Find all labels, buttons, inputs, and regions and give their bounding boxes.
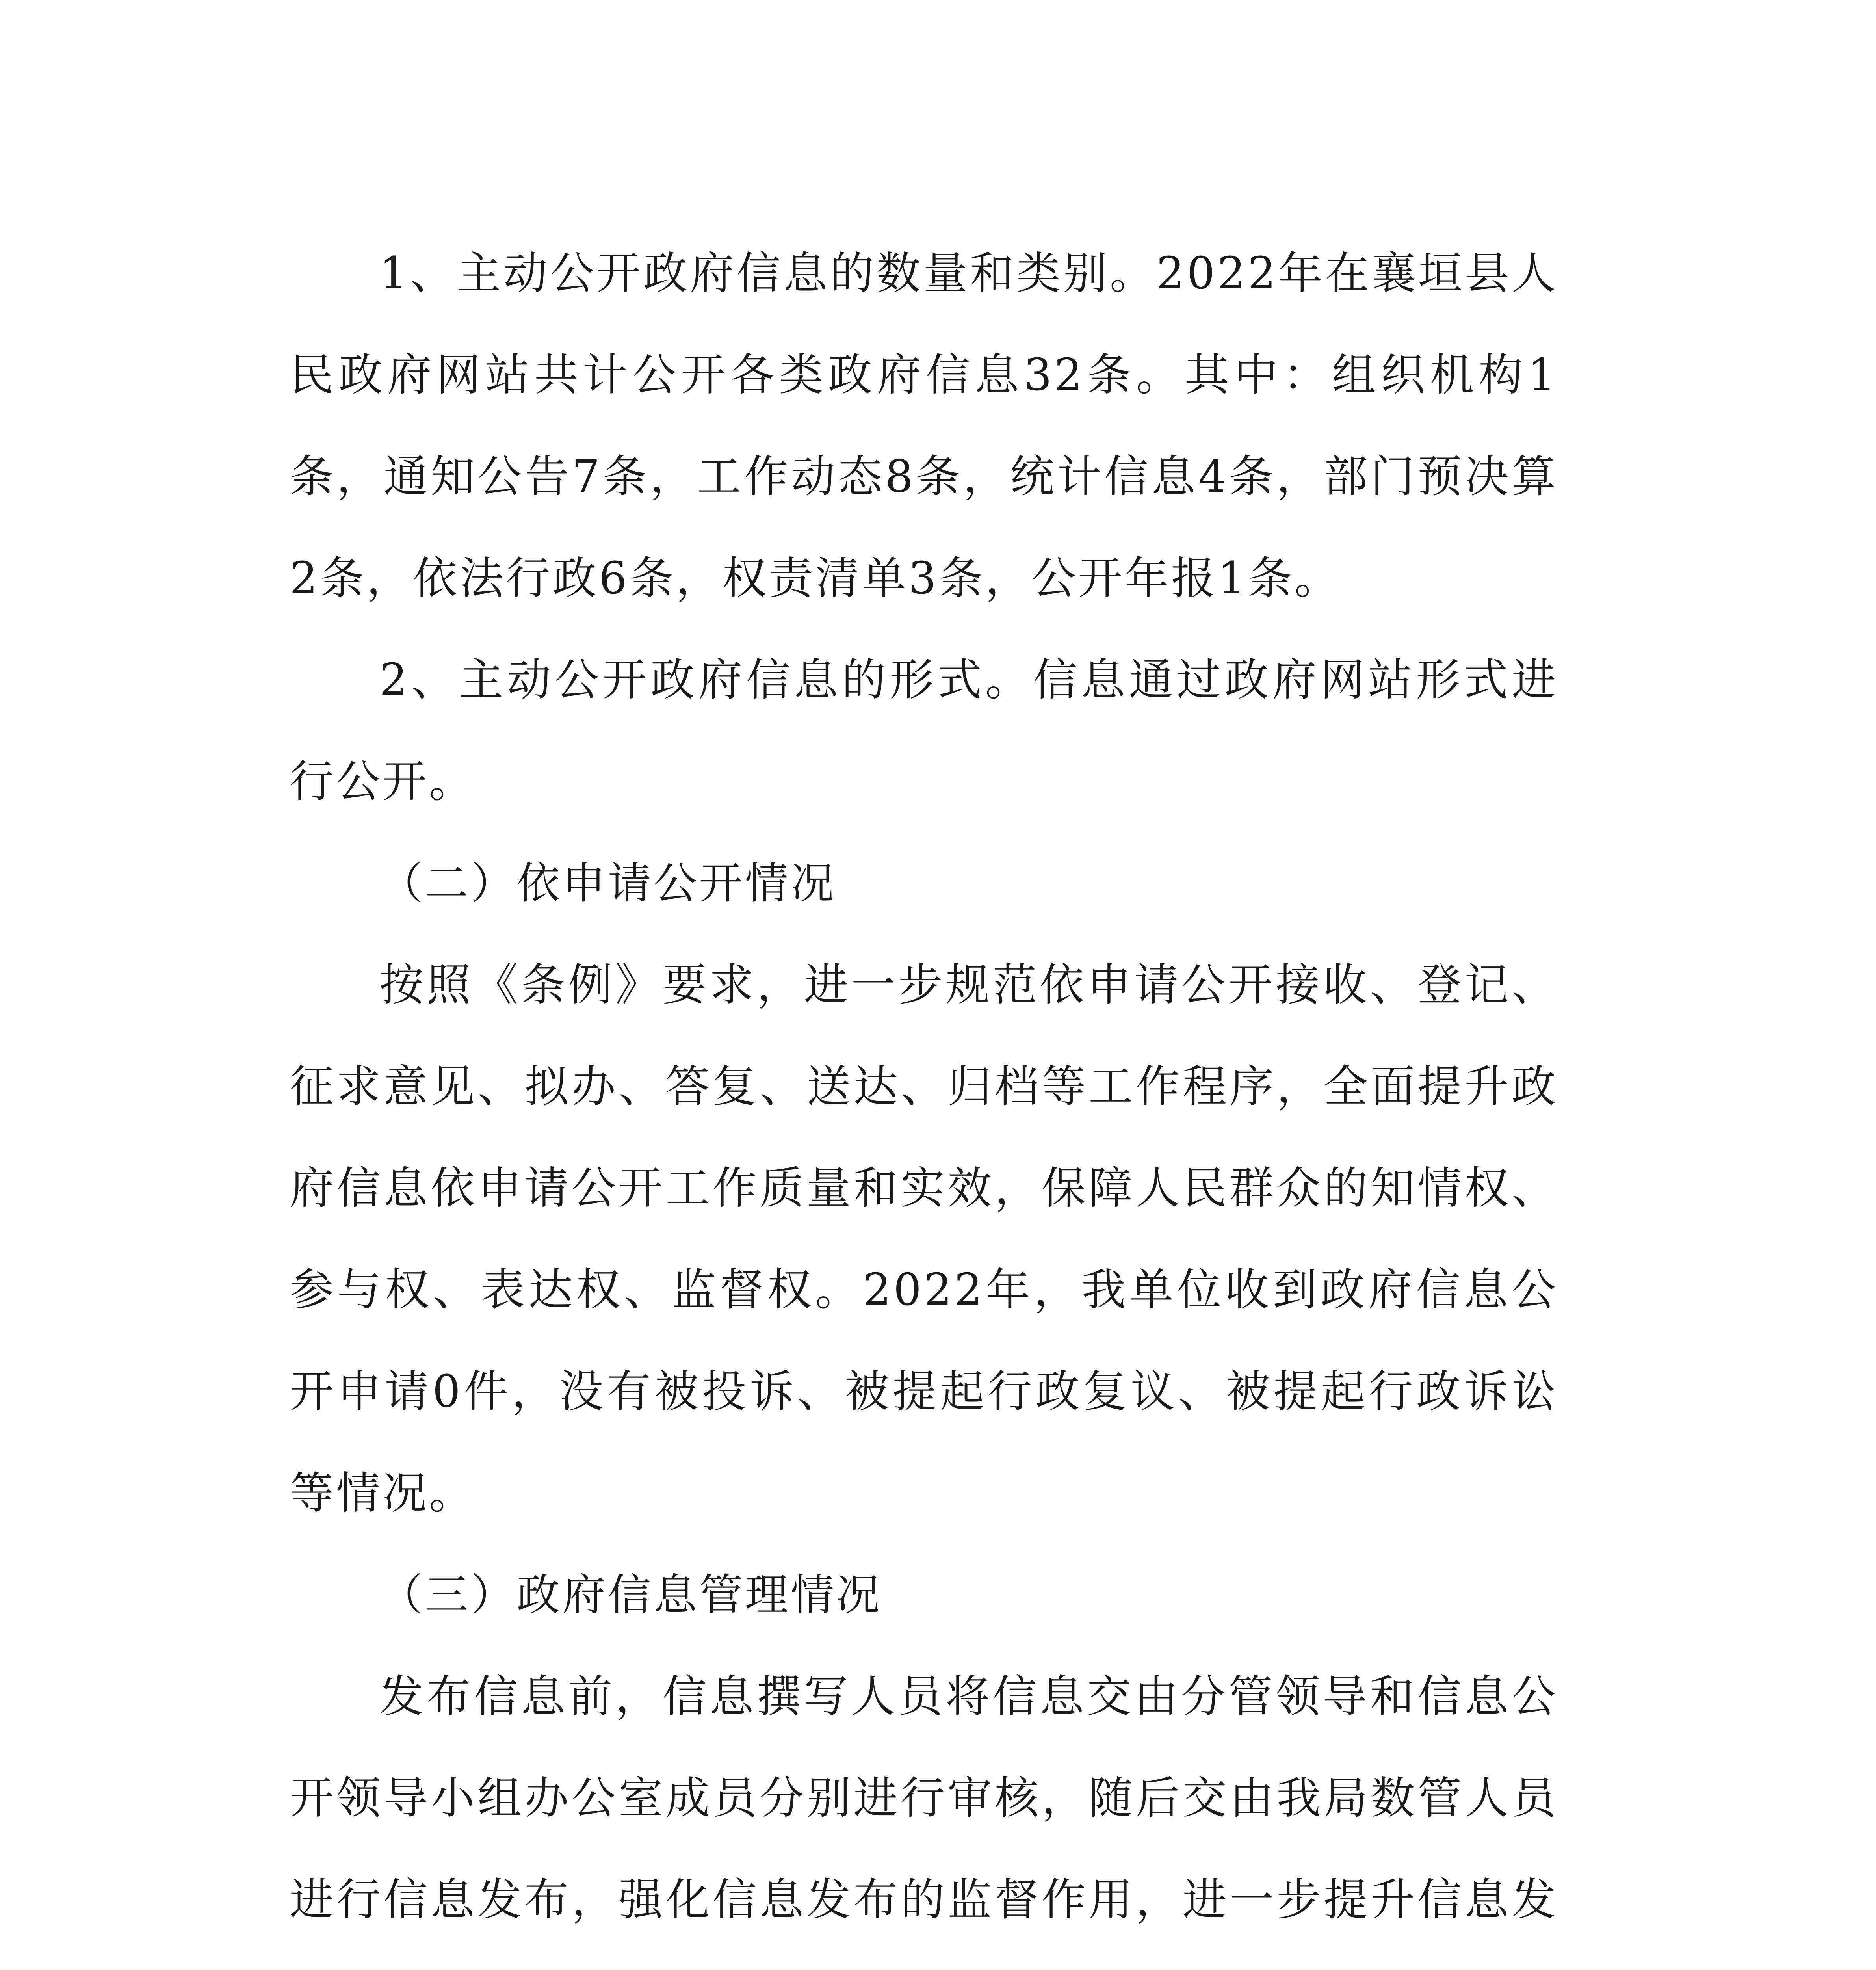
section-heading-application-disclosure: （二）依申请公开情况: [379, 858, 836, 909]
document-body: [290, 223, 1558, 1970]
paragraph-information-management: 发布信息前，信息撰写人员将信息交由分管领导和信息公开领导小组办公室成员分别进行审核，随后交由我局数管人员进行信息发布，强化信息发布的监督作用，进一步提升信息发: [290, 1671, 1558, 1925]
section-heading-information-management: （三）政府信息管理情况: [379, 1570, 882, 1620]
paragraph-application-disclosure: 按照《条例》要求，进一步规范依申请公开接收、登记、征求意见、拟办、答复、送达、归档等工作程序，全面提升政府信息依申请公开工作质量和实效，保障人民群众的知情权、参与权、表达权、监督权。2022年，我单位收到政府信息公开申请0件，没有被投诉、被提起行政复议、被提起行政诉讼等情况。: [290, 959, 1558, 1519]
paragraph-disclosure-form: 2、主动公开政府信息的形式。信息通过政府网站形式进行公开。: [290, 654, 1558, 807]
paragraph-disclosure-quantity: 1、主动公开政府信息的数量和类别。2022年在襄垣县人民政府网站共计公开各类政府信息32条。其中：组织机构1条，通知公告7条，工作动态8条，统计信息4条，部门预决算2条，依法行政6条，权责清单3条，公开年报1条。: [290, 248, 1558, 604]
